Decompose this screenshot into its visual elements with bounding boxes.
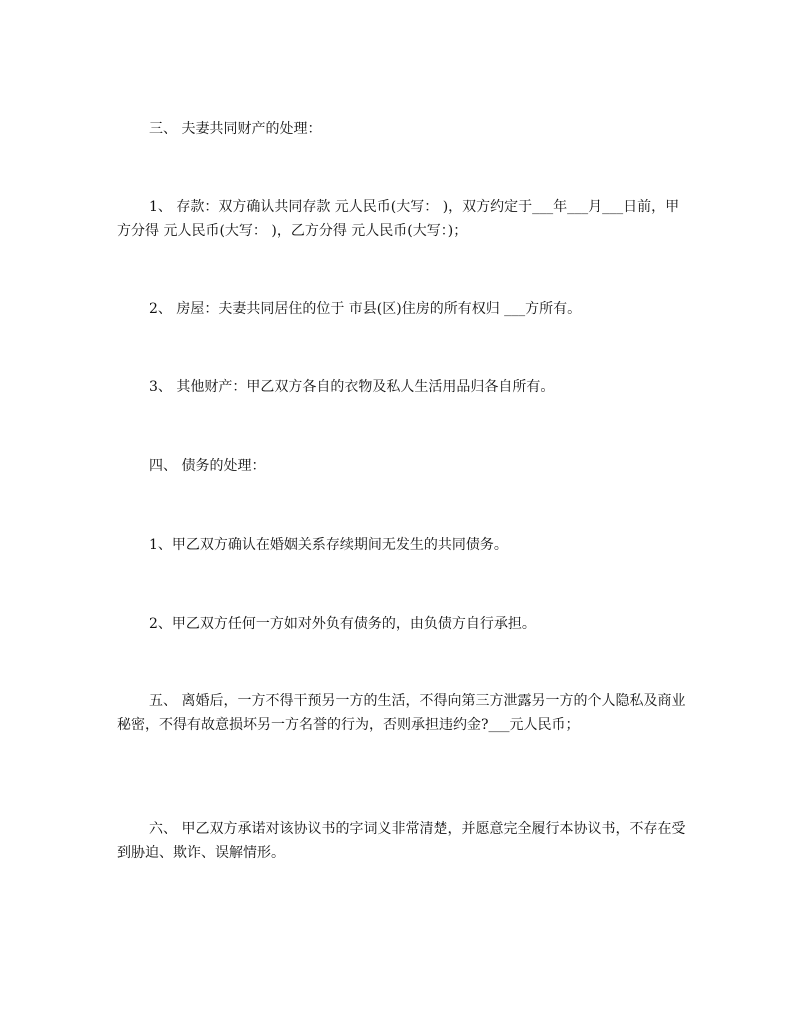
section-4-heading: 四、 债务的处理： <box>149 458 266 474</box>
section-3-item-1: 1、 存款：双方确认共同存款 元人民币(大写： )，双方约定于___年___月___日前，甲方分得 元人民币(大写： )，乙方分得 元人民币(大写：)； <box>117 199 680 239</box>
section-3-item-3: 3、 其他财产：甲乙双方各自的衣物及私人生活用品归各自所有。 <box>149 379 555 395</box>
section-5: 五、 离婚后，一方不得干预另一方的生活，不得向第三方泄露另一方的个人隐私及商业秘密，不得有故意损坏另一方名誉的行为，否则承担违约金?___元人民币； <box>117 693 686 733</box>
section-4-item-2: 2、甲乙双方任何一方如对外负有债务的，由负债方自行承担。 <box>149 616 536 632</box>
section-3-heading: 三、 夫妻共同财产的处理： <box>149 121 322 137</box>
section-3-item-2: 2、 房屋：夫妻共同居住的位于 市县(区)住房的所有权归 ___方所有。 <box>149 301 582 317</box>
section-6: 六、 甲乙双方承诺对该协议书的字词义非常清楚，并愿意完全履行本协议书，不存在受到胁迫、欺诈、误解情形。 <box>117 821 686 861</box>
section-4-item-1: 1、甲乙双方确认在婚姻关系存续期间无发生的共同债务。 <box>149 537 508 553</box>
